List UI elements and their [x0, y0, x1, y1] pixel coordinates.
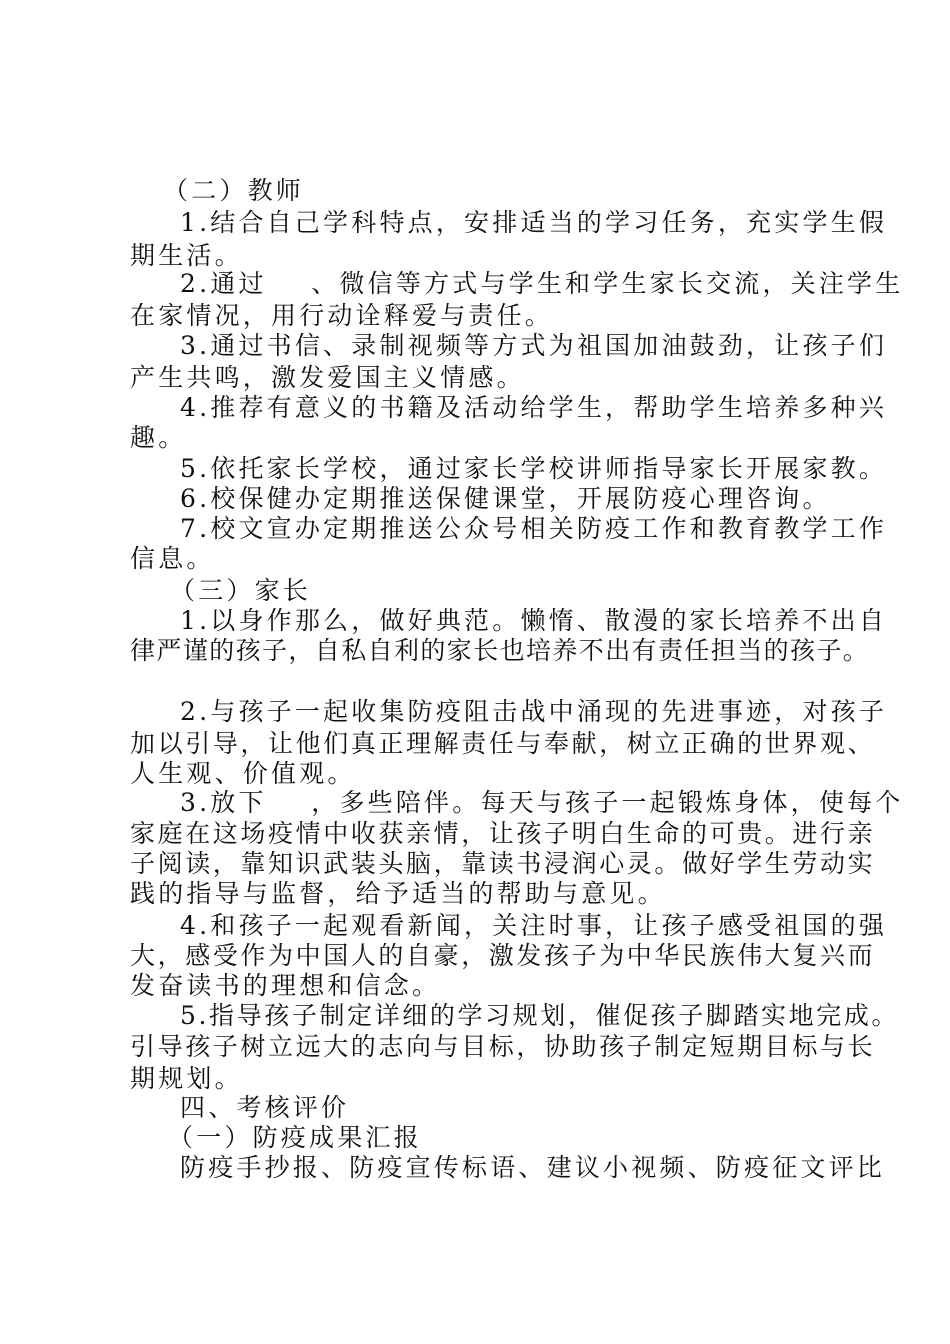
paragraph-line: 践的指导与监督，给予适当的帮助与意见。: [130, 879, 666, 908]
paragraph-line: 3.放下 ，多些陪伴。每天与孩子一起锻炼身体，使每个: [180, 788, 904, 817]
paragraph-line: 2.通过 、微信等方式与学生和学生家长交流，关注学生: [180, 269, 904, 298]
paragraph-line: 1.结合自己学科特点，安排适当的学习任务，充实学生假: [180, 208, 888, 237]
paragraph-line: 子阅读，靠知识武装头脑，靠读书浸润心灵。做好学生劳动实: [130, 849, 876, 878]
paragraph-line: 1.以身作那么，做好典范。懒惰、散漫的家长培养不出自: [180, 606, 888, 635]
paragraph-line: 信息。: [130, 544, 215, 573]
paragraph-line: 家庭在这场疫情中收获亲情，让孩子明白生命的可贵。进行亲: [130, 819, 876, 848]
paragraph-line: 产生共鸣，激发爱国主义情感。: [130, 363, 525, 392]
section-heading: （二）教师: [163, 176, 305, 205]
paragraph-line: 引导孩子树立远大的志向与目标，协助孩子制定短期目标与长: [130, 1032, 876, 1061]
paragraph-line: 加以引导，让他们真正理解责任与奉献，树立正确的世界观、: [130, 729, 876, 758]
paragraph-line: 4.推荐有意义的书籍及活动给学生，帮助学生培养多种兴: [180, 393, 888, 422]
paragraph-line: 防疫手抄报、防疫宣传标语、建议小视频、防疫征文评比: [180, 1153, 886, 1182]
paragraph-line: 5.指导孩子制定详细的学习规划，催促孩子脚踏实地完成。: [180, 1001, 900, 1030]
paragraph-line: 4.和孩子一起观看新闻，关注时事，让孩子感受祖国的强: [180, 911, 888, 940]
paragraph-line: 人生观、价值观。: [130, 759, 356, 788]
section-heading: 四、考核评价: [180, 1093, 350, 1122]
paragraph-line: 5.依托家长学校，通过家长学校讲师指导家长开展家教。: [180, 454, 888, 483]
paragraph-line: 大，感受作为中国人的自豪，激发孩子为中华民族伟大复兴而: [130, 941, 876, 970]
paragraph-line: 3.通过书信、录制视频等方式为祖国加油鼓劲，让孩子们: [180, 331, 888, 360]
paragraph-line: 7.校文宣办定期推送公众号相关防疫工作和教育教学工作: [180, 514, 888, 543]
paragraph-line: 期规划。: [130, 1064, 243, 1093]
paragraph-line: 在家情况，用行动诠释爱与责任。: [130, 301, 554, 330]
paragraph-line: 律严谨的孩子，自私自利的家长也培养不出有责任担当的孩子。: [130, 636, 870, 665]
paragraph-line: 6.校保健办定期推送保健课堂，开展防疫心理咨询。: [180, 484, 831, 513]
paragraph-line: 2.与孩子一起收集防疫阻击战中涌现的先进事迹，对孩子: [180, 697, 888, 726]
section-heading: （三）家长: [170, 576, 312, 605]
paragraph-line: 发奋读书的理想和信念。: [130, 971, 441, 1000]
section-heading: （一）防疫成果汇报: [168, 1123, 422, 1152]
paragraph-line: 趣。: [130, 423, 187, 452]
paragraph-line: 期生活。: [130, 241, 243, 270]
